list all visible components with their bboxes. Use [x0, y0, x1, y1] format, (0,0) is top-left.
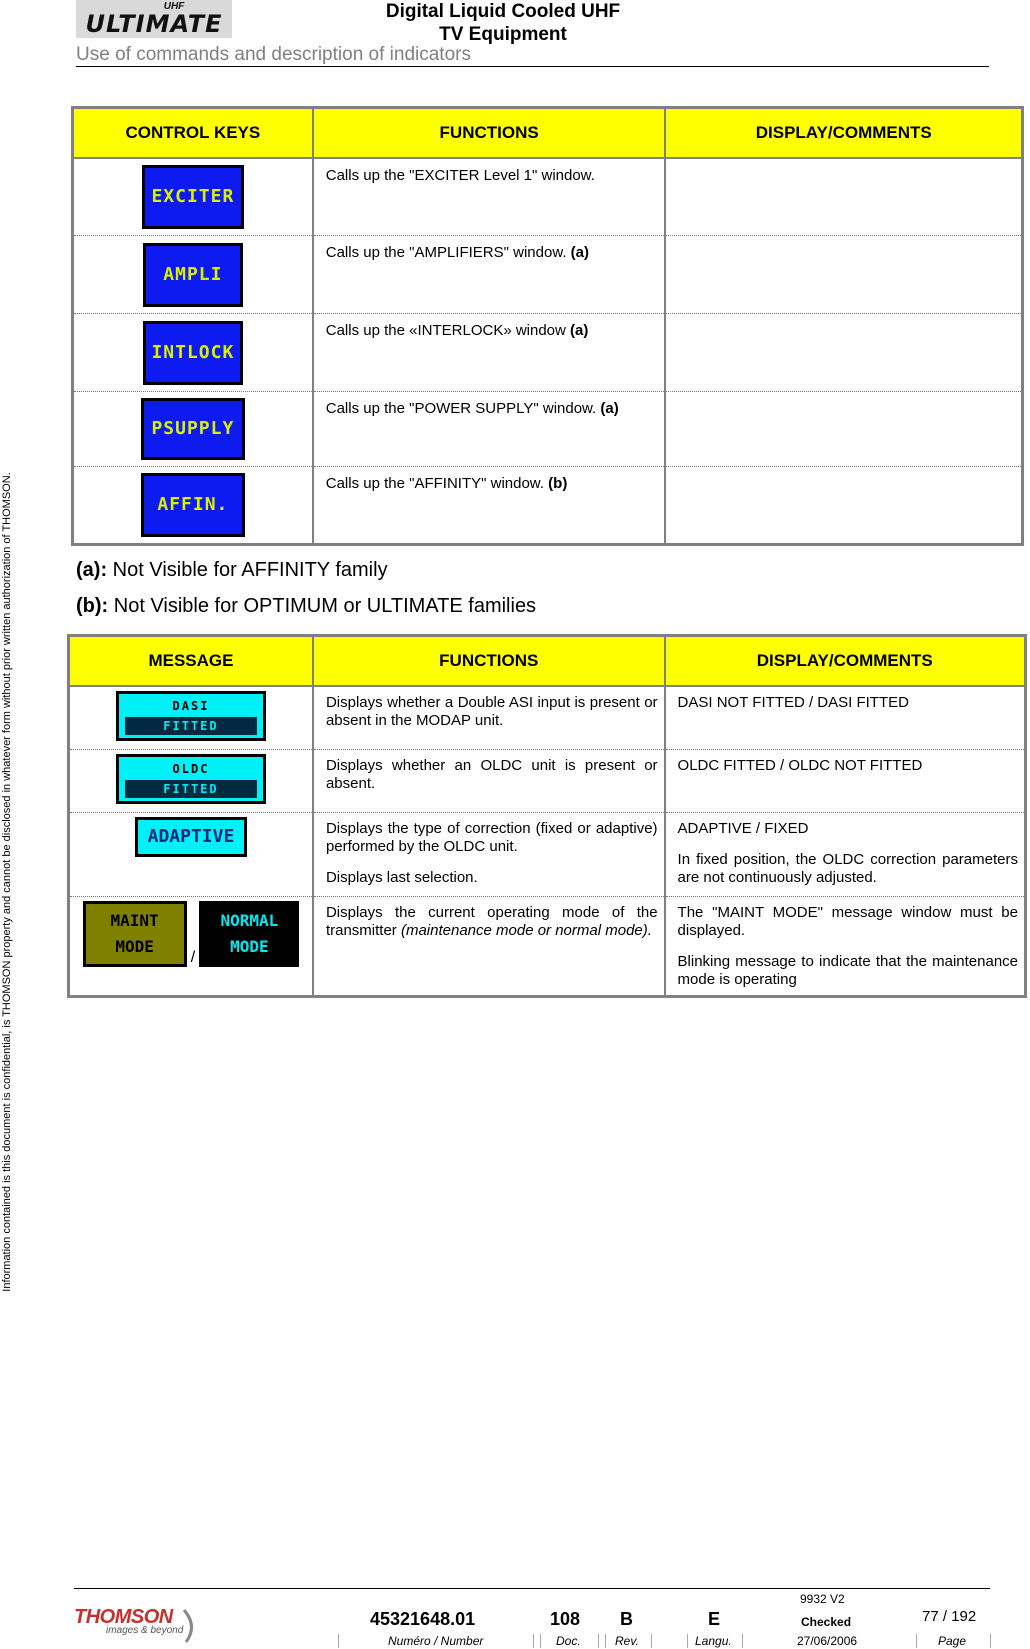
thomson-wordmark: THOMSON — [74, 1606, 173, 1628]
column-header-message: MESSAGE — [69, 636, 313, 686]
header-divider — [76, 66, 989, 67]
column-header-display-comments: DISPLAY/COMMENTS — [665, 636, 1026, 686]
footer-checked: Checked — [801, 1615, 852, 1629]
footer-separator — [742, 1634, 743, 1648]
footer-separator — [540, 1634, 541, 1648]
psupply-key-button[interactable]: PSUPPLY — [141, 398, 245, 460]
section-subtitle: Use of commands and description of indicators — [76, 44, 471, 65]
maint-mode-message: MAINT MODE — [83, 901, 187, 967]
thomson-logo — [74, 1606, 194, 1646]
footer-page-number: 77 / 192 — [922, 1608, 977, 1625]
table-row — [73, 314, 1023, 392]
footer-separator — [990, 1634, 991, 1648]
footnote-a: (a): Not Visible for AFFINITY family — [76, 559, 388, 581]
ampli-key-button[interactable]: AMPLI — [143, 243, 243, 307]
table-row — [69, 750, 1026, 813]
footer-separator — [338, 1634, 339, 1648]
adaptive-message: ADAPTIVE — [135, 817, 247, 857]
footer-separator — [533, 1634, 534, 1648]
footer-divider — [74, 1588, 990, 1589]
function-cell: Displays the type of correction (fixed or adaptive) performed by the OLDC unit. Displays last selection. — [313, 813, 665, 897]
footer-doc-code: 108 — [550, 1609, 581, 1629]
footer-version: 9932 V2 — [800, 1592, 845, 1606]
display-cell: ADAPTIVE / FIXED In fixed position, the OLDC correction parameters are not continuously adjusted. — [665, 813, 1026, 897]
table-row — [73, 158, 1023, 236]
footer-separator — [687, 1634, 688, 1648]
dasi-fitted-message: DASI FITTED — [116, 691, 266, 741]
column-header-control-keys: CONTROL KEYS — [73, 108, 313, 158]
display-cell: OLDC FITTED / OLDC NOT FITTED — [665, 750, 1026, 813]
display-cell — [665, 314, 1022, 392]
function-cell: Displays whether a Double ASI input is present or absent in the MODAP unit. — [313, 686, 665, 750]
affin-key-button[interactable]: AFFIN. — [141, 473, 245, 537]
oldc-fitted-message: OLDC FITTED — [116, 754, 266, 804]
footnotes — [76, 552, 536, 624]
table-row — [69, 813, 1026, 897]
document-title — [350, 0, 656, 46]
footer-separator — [651, 1634, 652, 1648]
footer-revision: B — [620, 1609, 633, 1629]
display-cell: DASI NOT FITTED / DASI FITTED — [665, 686, 1026, 750]
intlock-key-button[interactable]: INTLOCK — [143, 321, 243, 385]
footer-separator — [598, 1634, 599, 1648]
table-header-row — [69, 636, 1026, 686]
table-row — [69, 897, 1026, 997]
footer-date: 27/06/2006 — [797, 1634, 858, 1648]
function-cell: Calls up the "AFFINITY" window. (b) — [313, 467, 666, 545]
table-row — [69, 686, 1026, 750]
table-header-row — [73, 108, 1023, 158]
function-cell: Calls up the "POWER SUPPLY" window. (a) — [313, 392, 666, 467]
footer-label-page: Page — [938, 1634, 967, 1648]
title-line-1: Digital Liquid Cooled UHF — [385, 1, 621, 22]
logo-big-text: ULTIMATE — [85, 10, 223, 38]
uhf-ultimate-logo — [76, 0, 232, 38]
table-row — [73, 467, 1023, 545]
function-cell: Displays whether an OLDC unit is present or absent. — [313, 750, 665, 813]
footer-document-number: 45321648.01 — [370, 1609, 476, 1629]
confidentiality-text: Information contained is this document is confidential, is THOMSON property and cannot be disclosed in whatever form without prior written authorization of THOMSON. — [1, 472, 13, 1292]
column-header-display-comments: DISPLAY/COMMENTS — [665, 108, 1022, 158]
messages-table — [67, 634, 1027, 998]
table-row — [73, 236, 1023, 314]
title-line-2: TV Equipment — [439, 24, 567, 45]
display-cell — [665, 236, 1022, 314]
footer-separator — [605, 1634, 606, 1648]
column-header-functions: FUNCTIONS — [313, 108, 666, 158]
footer-separator — [916, 1634, 917, 1648]
display-cell: The "MAINT MODE" message window must be displayed. Blinking message to indicate that the maintenance mode is operating — [665, 897, 1026, 997]
footer-label-number: Numéro / Number — [388, 1634, 484, 1648]
table-row — [73, 392, 1023, 467]
logo-small-text: UHF — [163, 1, 185, 12]
exciter-key-button[interactable]: EXCITER — [142, 165, 244, 229]
footer-language: E — [708, 1609, 721, 1629]
column-header-functions: FUNCTIONS — [313, 636, 665, 686]
footnote-b: (b): Not Visible for OPTIMUM or ULTIMATE families — [76, 595, 537, 617]
control-keys-table — [71, 106, 1024, 546]
thomson-swoosh-icon — [182, 1608, 198, 1644]
confidentiality-side-note — [0, 0, 14, 1649]
display-cell — [665, 158, 1022, 236]
mode-separator: / — [190, 949, 196, 966]
normal-mode-message: NORMAL MODE — [199, 901, 299, 967]
thomson-tagline: images & beyond — [106, 1625, 184, 1636]
function-cell: Displays the current operating mode of the transmitter (maintenance mode or normal mode). — [313, 897, 665, 997]
display-cell — [665, 467, 1022, 545]
footer-label-rev: Rev. — [615, 1634, 639, 1648]
function-cell: Calls up the «INTERLOCK» window (a) — [313, 314, 666, 392]
function-cell: Calls up the "EXCITER Level 1" window. — [313, 158, 666, 236]
footer-label-doc: Doc. — [556, 1634, 581, 1648]
footer-label-langu: Langu. — [695, 1634, 732, 1648]
function-cell: Calls up the "AMPLIFIERS" window. (a) — [313, 236, 666, 314]
display-cell — [665, 392, 1022, 467]
